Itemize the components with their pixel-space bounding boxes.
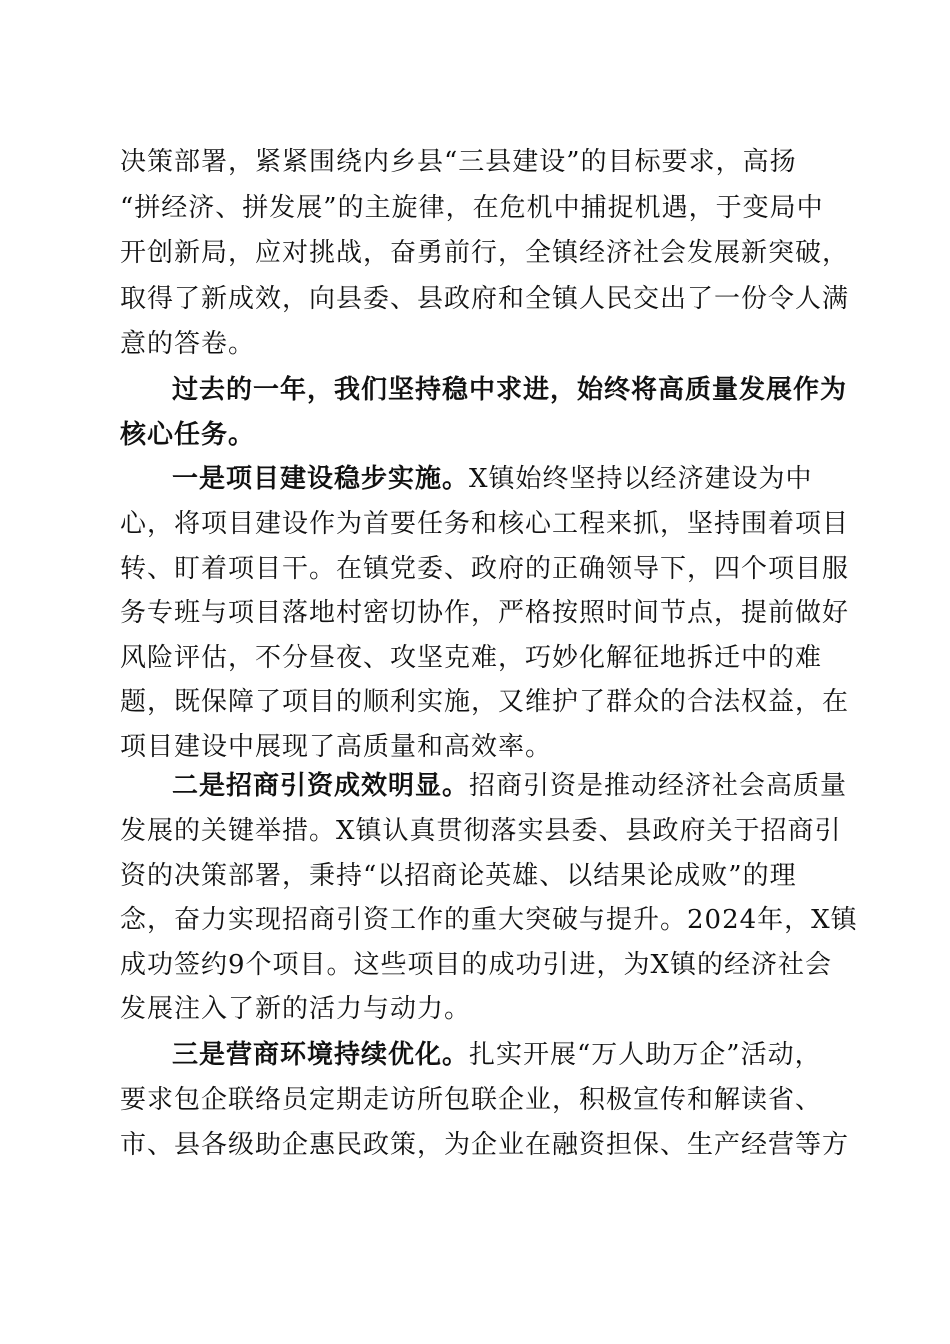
body-text-line: 意的答卷。 — [120, 329, 256, 359]
body-text-line: 成功签约9个项目。这些项目的成功引进，为X镇的经济社会 — [120, 950, 833, 980]
body-text-line: 心，将项目建设作为首要任务和核心工程来抓，坚持围着项目 — [120, 509, 850, 539]
item-title: 一是项目建设稳步实施。 — [172, 464, 470, 494]
section-heading: 核心任务。 — [120, 420, 256, 450]
body-text-line: 念，奋力实现招商引资工作的重大突破与提升。2024年，X镇 — [120, 905, 858, 935]
body-text-line: 市、县各级助企惠民政策，为企业在融资担保、生产经营等方 — [120, 1130, 850, 1160]
item-title: 三是营商环境持续优化。 — [172, 1040, 470, 1070]
body-text-line: 开创新局，应对挑战，奋勇前行，全镇经济社会发展新突破， — [120, 238, 850, 268]
body-text-line: 发展的关键举措。X镇认真贯彻落实县委、县政府关于招商引 — [120, 816, 842, 846]
item-title: 二是招商引资成效明显。 — [172, 771, 470, 801]
body-text-line: 资的决策部署，秉持“以招商论英雄、以结果论成败”的理 — [120, 861, 797, 891]
item-text: 招商引资是推动经济社会高质量 — [469, 771, 848, 801]
section-heading: 过去的一年，我们坚持稳中求进，始终将高质量发展作为 — [172, 375, 848, 405]
body-text-line: 项目建设中展现了高质量和高效率。 — [120, 732, 553, 762]
item-paragraph-first-line — [172, 1032, 822, 1078]
body-text-line: 要求包企联络员定期走访所包联企业，积极宣传和解读省、 — [120, 1085, 823, 1115]
item-paragraph-first-line — [172, 456, 813, 502]
body-text-line: 转、盯着项目干。在镇党委、政府的正确领导下，四个项目服 — [120, 554, 850, 584]
body-text-line: 务专班与项目落地村密切协作，严格按照时间节点，提前做好 — [120, 598, 850, 628]
item-text: X镇始终坚持以经济建设为中 — [469, 464, 813, 494]
body-text-line: 决策部署，紧紧围绕内乡县“三县建设”的目标要求，高扬 — [120, 147, 797, 177]
item-paragraph-first-line — [172, 763, 847, 809]
body-text-line: 取得了新成效，向县委、县政府和全镇人民交出了一份令人满 — [120, 284, 850, 314]
body-text-line: 发展注入了新的活力与动力。 — [120, 994, 472, 1024]
body-text-line: 题，既保障了项目的顺利实施，又维护了群众的合法权益，在 — [120, 687, 850, 717]
item-text: 扎实开展“万人助万企”活动， — [469, 1040, 822, 1070]
body-text-line: 风险评估，不分昼夜、攻坚克难，巧妙化解征地拆迁中的难 — [120, 643, 823, 673]
body-text-line: “拼经济、拼发展”的主旋律，在危机中捕捉机遇，于变局中 — [120, 193, 824, 223]
